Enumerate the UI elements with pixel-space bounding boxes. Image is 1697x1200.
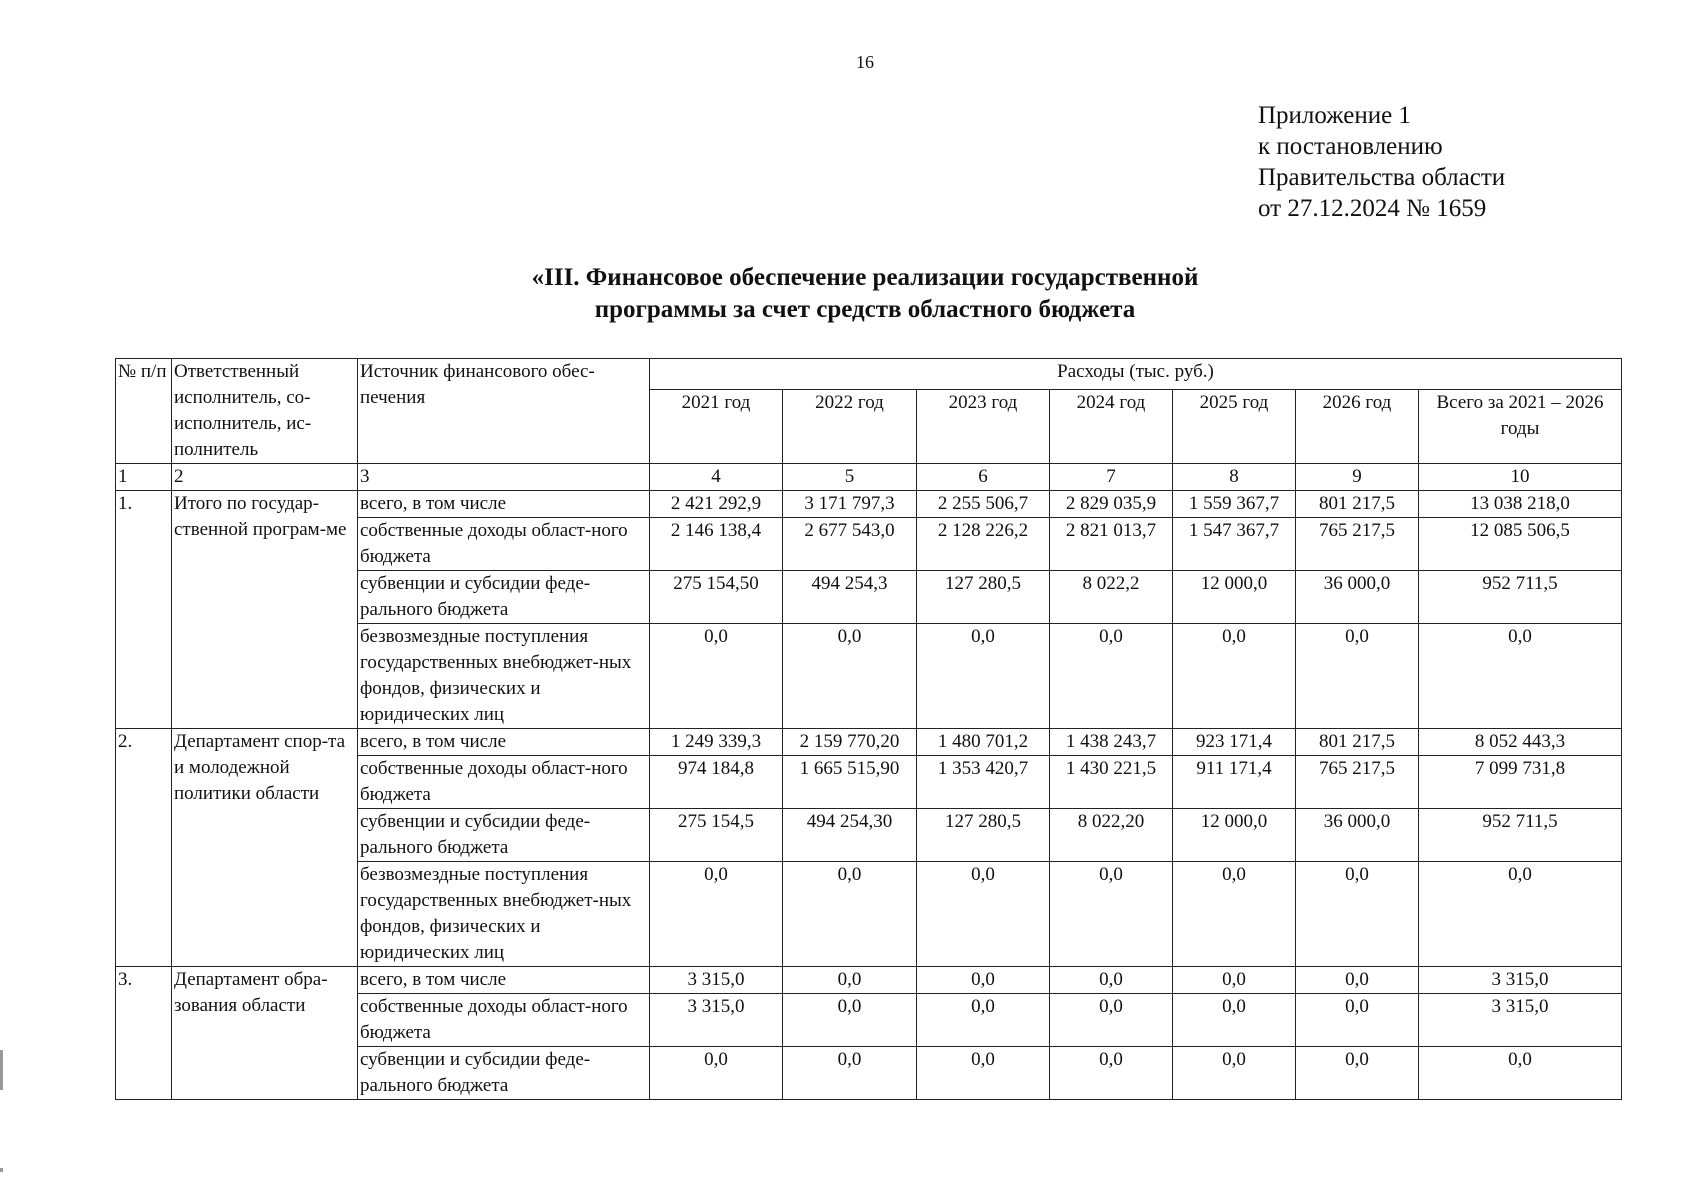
header-executor: Ответственный исполнитель, со-исполнитель, ис-полнитель (172, 359, 358, 464)
source-cell: собственные доходы област-ного бюджета (358, 994, 650, 1047)
value-cell: 0,0 (917, 967, 1050, 994)
document-title (0, 262, 1697, 326)
column-number: 8 (1173, 464, 1296, 491)
scan-edge-mark (0, 1050, 3, 1090)
value-cell: 127 280,5 (917, 571, 1050, 624)
value-cell: 0,0 (917, 994, 1050, 1047)
column-number: 2 (172, 464, 358, 491)
value-cell: 2 159 770,20 (783, 729, 917, 756)
value-cell: 0,0 (917, 862, 1050, 967)
value-cell: 0,0 (783, 994, 917, 1047)
value-cell: 3 315,0 (650, 967, 783, 994)
total-cell: 7 099 731,8 (1419, 756, 1622, 809)
header-year: 2024 год (1050, 390, 1173, 464)
value-cell: 0,0 (1296, 862, 1419, 967)
appendix-line: Приложение 1 (1258, 102, 1411, 129)
value-cell: 0,0 (1050, 624, 1173, 729)
executor-cell: Итого по государ-ственной програм-ме (172, 491, 358, 729)
source-cell: субвенции и субсидии феде-рального бюджета (358, 1047, 650, 1100)
appendix-line: от 27.12.2024 № 1659 (1258, 195, 1487, 222)
value-cell: 2 255 506,7 (917, 491, 1050, 518)
value-cell: 2 677 543,0 (783, 518, 917, 571)
header-expenses: Расходы (тыс. руб.) (650, 359, 1622, 390)
value-cell: 8 022,20 (1050, 809, 1173, 862)
value-cell: 0,0 (650, 624, 783, 729)
value-cell: 1 665 515,90 (783, 756, 917, 809)
source-cell: безвозмездные поступления государственных внебюджет-ных фондов, физических и юридических лиц (358, 624, 650, 729)
value-cell: 12 000,0 (1173, 571, 1296, 624)
value-cell: 0,0 (1173, 624, 1296, 729)
value-cell: 36 000,0 (1296, 809, 1419, 862)
column-number: 3 (358, 464, 650, 491)
value-cell: 0,0 (1296, 994, 1419, 1047)
value-cell: 0,0 (917, 1047, 1050, 1100)
document-title-line: «III. Финансовое обеспечение реализации государственной (531, 264, 1199, 291)
total-cell: 3 315,0 (1419, 994, 1622, 1047)
value-cell: 8 022,2 (1050, 571, 1173, 624)
page-number: 16 (856, 52, 874, 72)
document-title-line: программы за счет средств областного бюджета (594, 296, 1136, 323)
value-cell: 0,0 (783, 624, 917, 729)
value-cell: 0,0 (783, 967, 917, 994)
value-cell: 2 146 138,4 (650, 518, 783, 571)
value-cell: 801 217,5 (1296, 491, 1419, 518)
value-cell: 1 353 420,7 (917, 756, 1050, 809)
source-cell: субвенции и субсидии феде-рального бюджета (358, 571, 650, 624)
appendix-line: к постановлению (1258, 133, 1443, 160)
row-number: 3. (116, 967, 172, 1100)
total-cell: 8 052 443,3 (1419, 729, 1622, 756)
total-cell: 0,0 (1419, 862, 1622, 967)
row-number: 1. (116, 491, 172, 729)
header-year: 2026 год (1296, 390, 1419, 464)
column-number: 4 (650, 464, 783, 491)
value-cell: 275 154,5 (650, 809, 783, 862)
total-cell: 12 085 506,5 (1419, 518, 1622, 571)
source-cell: всего, в том числе (358, 967, 650, 994)
row-number: 2. (116, 729, 172, 967)
value-cell: 0,0 (917, 624, 1050, 729)
column-number: 5 (783, 464, 917, 491)
total-cell: 0,0 (1419, 624, 1622, 729)
value-cell: 1 438 243,7 (1050, 729, 1173, 756)
total-cell: 0,0 (1419, 1047, 1622, 1100)
column-number: 7 (1050, 464, 1173, 491)
value-cell: 0,0 (783, 862, 917, 967)
value-cell: 0,0 (1173, 862, 1296, 967)
value-cell: 0,0 (650, 862, 783, 967)
total-cell: 3 315,0 (1419, 967, 1622, 994)
value-cell: 494 254,30 (783, 809, 917, 862)
source-cell: собственные доходы област-ного бюджета (358, 756, 650, 809)
column-number: 1 (116, 464, 172, 491)
value-cell: 127 280,5 (917, 809, 1050, 862)
value-cell: 1 480 701,2 (917, 729, 1050, 756)
value-cell: 3 315,0 (650, 994, 783, 1047)
appendix-block (1258, 100, 1505, 224)
value-cell: 1 430 221,5 (1050, 756, 1173, 809)
value-cell: 0,0 (1173, 1047, 1296, 1100)
value-cell: 3 171 797,3 (783, 491, 917, 518)
source-cell: всего, в том числе (358, 729, 650, 756)
value-cell: 1 559 367,7 (1173, 491, 1296, 518)
value-cell: 0,0 (650, 1047, 783, 1100)
value-cell: 0,0 (1296, 967, 1419, 994)
value-cell: 0,0 (1050, 994, 1173, 1047)
header-year: 2022 год (783, 390, 917, 464)
value-cell: 0,0 (783, 1047, 917, 1100)
value-cell: 0,0 (1050, 862, 1173, 967)
source-cell: безвозмездные поступления государственных внебюджет-ных фондов, физических и юридических лиц (358, 862, 650, 967)
value-cell: 2 821 013,7 (1050, 518, 1173, 571)
value-cell: 2 128 226,2 (917, 518, 1050, 571)
total-cell: 952 711,5 (1419, 809, 1622, 862)
column-number: 10 (1419, 464, 1622, 491)
header-source: Источник финансового обес-печения (358, 359, 650, 464)
total-cell: 952 711,5 (1419, 571, 1622, 624)
budget-table (115, 358, 1622, 1100)
value-cell: 765 217,5 (1296, 518, 1419, 571)
header-total: Всего за 2021 – 2026 годы (1419, 390, 1622, 464)
source-cell: собственные доходы област-ного бюджета (358, 518, 650, 571)
table-row (116, 729, 1622, 756)
value-cell: 1 249 339,3 (650, 729, 783, 756)
value-cell: 801 217,5 (1296, 729, 1419, 756)
total-cell: 13 038 218,0 (1419, 491, 1622, 518)
column-number: 9 (1296, 464, 1419, 491)
source-cell: всего, в том числе (358, 491, 650, 518)
header-no: № п/п (116, 359, 172, 464)
value-cell: 494 254,3 (783, 571, 917, 624)
table-row (116, 491, 1622, 518)
value-cell: 0,0 (1296, 1047, 1419, 1100)
source-cell: субвенции и субсидии феде-рального бюджета (358, 809, 650, 862)
appendix-line: Правительства области (1258, 164, 1506, 191)
value-cell: 923 171,4 (1173, 729, 1296, 756)
value-cell: 0,0 (1296, 624, 1419, 729)
header-year: 2025 год (1173, 390, 1296, 464)
value-cell: 765 217,5 (1296, 756, 1419, 809)
value-cell: 0,0 (1173, 967, 1296, 994)
value-cell: 12 000,0 (1173, 809, 1296, 862)
value-cell: 0,0 (1050, 967, 1173, 994)
table-row (116, 967, 1622, 994)
value-cell: 275 154,50 (650, 571, 783, 624)
executor-cell: Департамент спор-та и молодежной политики области (172, 729, 358, 967)
value-cell: 2 421 292,9 (650, 491, 783, 518)
column-number-row (116, 464, 1622, 491)
column-number: 6 (917, 464, 1050, 491)
value-cell: 0,0 (1173, 994, 1296, 1047)
table-header-row (116, 359, 1622, 390)
value-cell: 911 171,4 (1173, 756, 1296, 809)
value-cell: 1 547 367,7 (1173, 518, 1296, 571)
executor-cell: Департамент обра-зования области (172, 967, 358, 1100)
value-cell: 2 829 035,9 (1050, 491, 1173, 518)
header-year: 2023 год (917, 390, 1050, 464)
value-cell: 974 184,8 (650, 756, 783, 809)
header-year: 2021 год (650, 390, 783, 464)
scan-edge-mark (0, 1168, 3, 1172)
value-cell: 0,0 (1050, 1047, 1173, 1100)
value-cell: 36 000,0 (1296, 571, 1419, 624)
